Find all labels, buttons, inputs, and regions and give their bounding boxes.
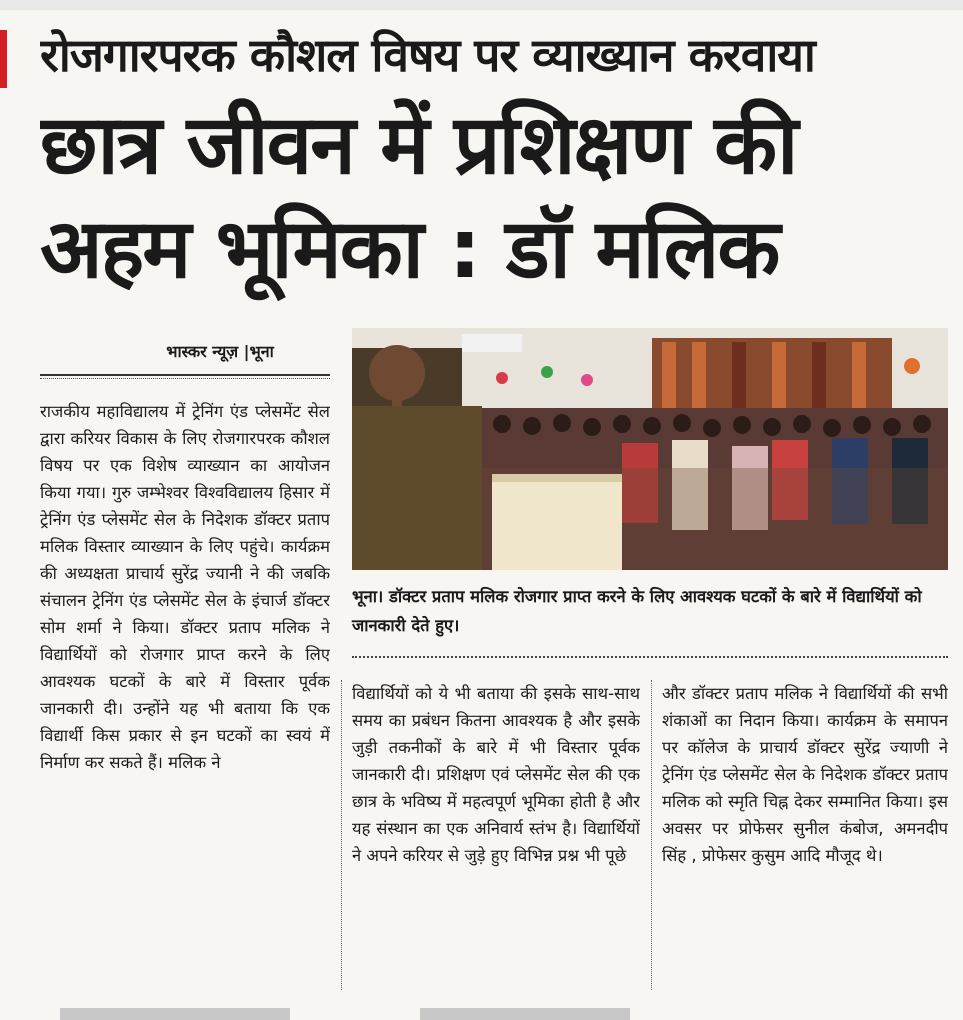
article-column-1: राजकीय महाविद्यालय में ट्रेनिंग एंड प्लेसमेंट सेल द्वारा करियर विकास के लिए रोजगारपरक कौशल विषय पर एक विशेष व्याख्यान का आयोजन किया गया। गुरु जम्भेश्वर विश्वविद्यालय हिसार में ट्रेनिंग एंड प्लेसमेंट सेल के निदेशक डॉक्टर प्रताप मलिक विस्तार व्याख्यान के लिए पहुंचे। कार्यक्रम की अध्यक्षता प्राचार्य सुरेंद्र ज्यानी ने की जबकि संचालन ट्रेनिंग एंड प्लेसमेंट सेल के इंचार्ज डॉक्टर सोम शर्मा ने किया। डॉक्टर प्रताप मलिक ने विद्यार्थियों को रोजगार प्राप्त करने के लिए आवश्यक घटकों के बारे में विस्तार पूर्वक जानकारी दी। उन्होंने यह भी बताया कि एक विद्यार्थी किस प्रकार से इन घटकों का स्वयं में निर्माण कर सकते हैं। मलिक ने xyxy=(40,402,330,772)
scan-top-strip xyxy=(0,0,963,10)
news-photo xyxy=(352,328,948,570)
column-divider-1 xyxy=(341,680,342,990)
photo-caption: भूना। डॉक्टर प्रताप मलिक रोजगार प्राप्त करने के लिए आवश्यक घटकों के बारे में विद्यार्थियों को जानकारी देते हुए। xyxy=(352,587,922,635)
column-divider-2 xyxy=(651,680,652,990)
headline-line-2: अहम भूमिका : डॉ मलिक xyxy=(40,202,779,297)
headline-line-1: छात्र जीवन में प्रशिक्षण की xyxy=(40,98,797,193)
byline: भास्कर न्यूज़ |भूना xyxy=(166,342,274,361)
article-column-2: विद्यार्थियों को ये भी बताया की इसके साथ-साथ समय का प्रबंधन कितना आवश्यक है और इसके जुड़ी तकनीकों के बारे में भी विस्तार पूर्वक जानकारी दी। प्रशिक्षण एवं प्लेसमेंट सेल की एक छात्र के भविष्य में महत्वपूर्ण भूमिका होती है और यह संस्थान का एक अनिवार्य स्तंभ है। विद्यार्थियों ने अपने करियर से जुड़े हुए विभिन्न प्रश्न भी पूछे xyxy=(352,684,640,865)
article-headline xyxy=(40,94,945,304)
cropped-next-article-fragment-2 xyxy=(420,1008,630,1020)
red-column-marker xyxy=(0,30,7,88)
cropped-next-article-fragment xyxy=(60,1008,290,1020)
byline-dotted-rule xyxy=(40,378,330,379)
article-column-3: और डॉक्टर प्रताप मलिक ने विद्यार्थियों की सभी शंकाओं का निदान किया। कार्यक्रम के समापन पर कॉलेज के प्राचार्य डॉक्टर सुरेंद्र ज्याणी ने ट्रेनिंग एंड प्लेसमेंट सेल के निदेशक डॉक्टर प्रताप मलिक को स्मृति चिह्न देकर सम्मानित किया। इस अवसर पर प्रोफेसर सुनील कंबोज, अमनदीप सिंह , प्रोफेसर कुसुम आदि मौजूद थे। xyxy=(662,684,948,865)
lecture-hall-photo xyxy=(352,328,948,570)
byline-rule xyxy=(40,374,330,376)
caption-dotted-rule xyxy=(352,656,948,658)
article-kicker: रोजगारपरक कौशल विषय पर व्याख्यान करवाया xyxy=(40,28,815,82)
